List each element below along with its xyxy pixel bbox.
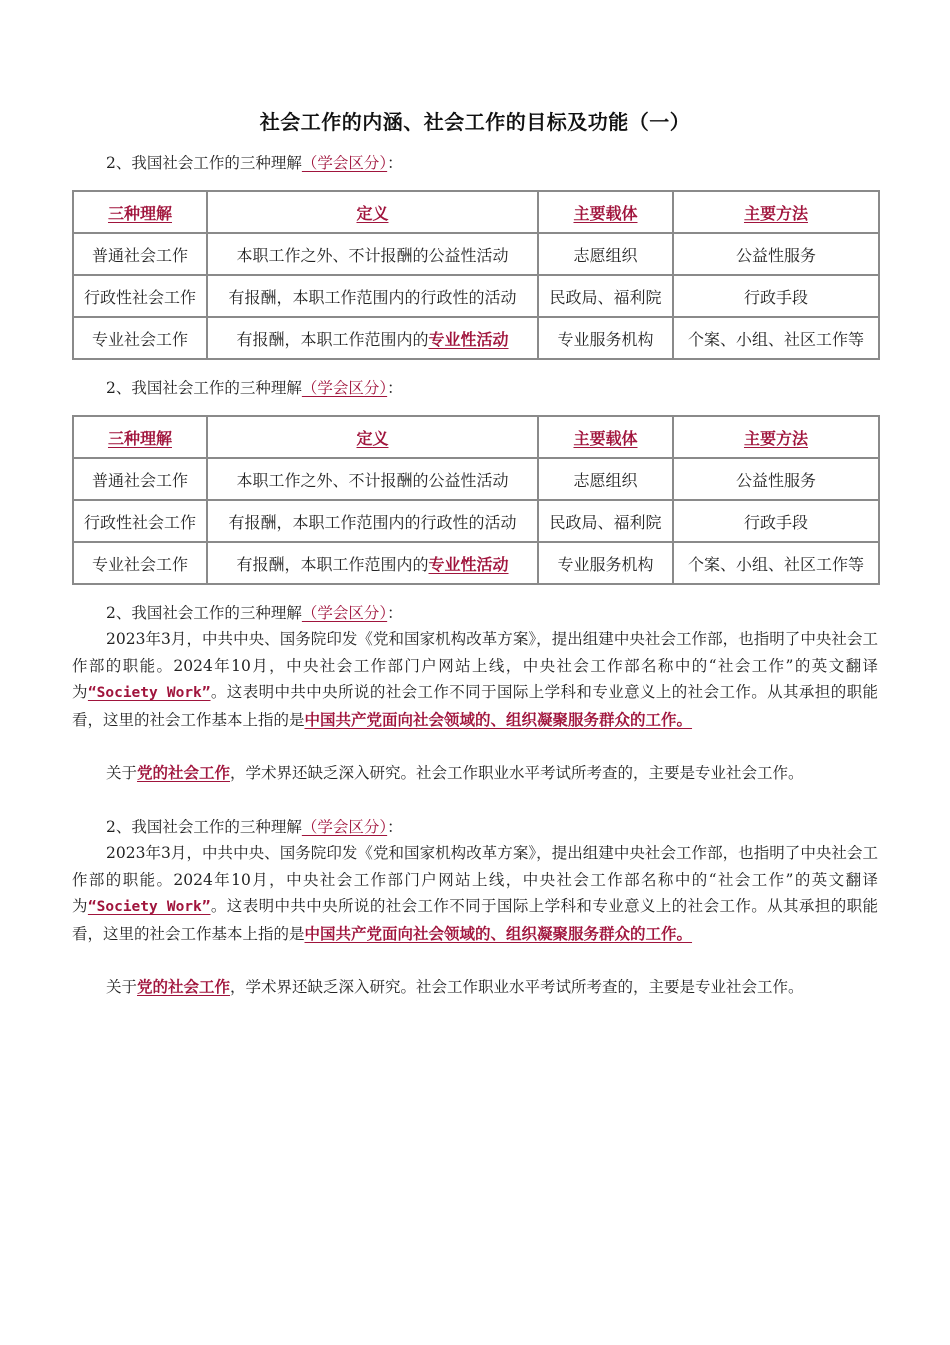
table-cell-definition: [207, 317, 538, 359]
table-cell-type: 普通社会工作: [73, 233, 207, 275]
comparison-table: [72, 190, 880, 360]
table-cell-type: 专业社会工作: [73, 542, 207, 584]
definition-highlight: 专业性活动: [428, 554, 509, 574]
table-header-row: [73, 416, 879, 458]
table-cell-type: 普通社会工作: [73, 458, 207, 500]
definition-text: 有报酬，本职工作范围内的: [236, 554, 429, 574]
section-heading-text: 2、我国社会工作的三种理解: [106, 379, 302, 397]
table-row: [73, 500, 879, 542]
section-heading-text: 2、我国社会工作的三种理解: [106, 154, 302, 172]
paragraph-text: 。这表明中共中央所说的社会工作不同于国际上学科和专业意义上的社会工作。从其承担的职能看，这里的社会工作基本上指的是: [72, 683, 878, 729]
section-heading: [72, 600, 912, 626]
table-cell-definition: [207, 275, 538, 317]
paragraph-text: 。这表明中共中央所说的社会工作不同于国际上学科和专业意义上的社会工作。从其承担的职能看，这里的社会工作基本上指的是: [72, 897, 878, 943]
table-cell-type: 行政性社会工作: [73, 500, 207, 542]
table-cell-method: 个案、小组、社区工作等: [673, 317, 879, 359]
table-header-cell: 三种理解: [73, 416, 207, 458]
paragraph-highlight: “Society Work”: [87, 685, 211, 701]
section-heading-text: 2、我国社会工作的三种理解: [106, 604, 302, 622]
section-heading-suffix: ：: [387, 154, 403, 172]
table-cell-carrier: 志愿组织: [538, 233, 673, 275]
body-paragraph: [72, 760, 878, 787]
table-cell-method: 个案、小组、社区工作等: [673, 542, 879, 584]
section-heading-highlight: （学会区分）: [301, 154, 388, 172]
table-header-cell: 三种理解: [73, 191, 207, 233]
paragraph-text: 关于: [106, 764, 138, 782]
definition-text: 有报酬，本职工作范围内的: [236, 329, 429, 349]
body-paragraph: [72, 840, 878, 947]
section-heading: [72, 814, 912, 840]
table-cell-carrier: 专业服务机构: [538, 542, 673, 584]
comparison-table: [72, 415, 880, 585]
section-heading-highlight: （学会区分）: [301, 818, 388, 836]
paragraph-highlight: 党的社会工作: [137, 977, 231, 996]
table-row: [73, 542, 879, 584]
section-heading: [72, 375, 912, 401]
table-header-cell: 主要方法: [673, 416, 879, 458]
definition-text: 有报酬，本职工作范围内的行政性的活动: [228, 287, 517, 307]
section-heading-suffix: ：: [387, 604, 403, 622]
definition-text: 本职工作之外、不计报酬的公益性活动: [236, 245, 509, 265]
section-heading-suffix: ：: [387, 818, 403, 836]
definition-text: 有报酬，本职工作范围内的行政性的活动: [228, 512, 517, 532]
paragraph-highlight: 中国共产党面向社会领域的、组织凝聚服务群众的工作。: [304, 923, 693, 943]
paragraph-text: 2023年3月，中共中央、国务院印发《党和国家机构改革方案》，提出组建中央社会工作部，也指明了中央社会工作部的职能。2024年10月，中央社会工作部门户网站上线，中央社会工作部名称中的“社会工作”的英文翻译为: [72, 630, 878, 701]
definition-highlight: 专业性活动: [428, 329, 509, 349]
table-row: [73, 275, 879, 317]
paragraph-text: ，学术界还缺乏深入研究。社会工作职业水平考试所考查的，主要是专业社会工作。: [230, 978, 804, 996]
section-heading-highlight: （学会区分）: [301, 604, 388, 622]
section-heading-text: 2、我国社会工作的三种理解: [106, 818, 302, 836]
paragraph-highlight: 中国共产党面向社会领域的、组织凝聚服务群众的工作。: [304, 709, 693, 729]
table-cell-method: 公益性服务: [673, 233, 879, 275]
table-header-cell: 主要方法: [673, 191, 879, 233]
section-heading-suffix: ：: [387, 379, 403, 397]
paragraph-highlight: “Society Work”: [87, 899, 211, 915]
body-paragraph: [72, 626, 878, 733]
table-cell-definition: [207, 233, 538, 275]
table-cell-carrier: 民政局、福利院: [538, 500, 673, 542]
table-cell-carrier: 民政局、福利院: [538, 275, 673, 317]
table-cell-carrier: 专业服务机构: [538, 317, 673, 359]
table-header-cell: 主要载体: [538, 416, 673, 458]
table-row: [73, 458, 879, 500]
table-header-cell: 定义: [207, 416, 538, 458]
section-heading: [72, 150, 912, 176]
section-heading-highlight: （学会区分）: [301, 379, 388, 397]
table-cell-definition: [207, 542, 538, 584]
paragraph-text: 关于: [106, 978, 138, 996]
table-header-row: [73, 191, 879, 233]
table-header-cell: 主要载体: [538, 191, 673, 233]
table-cell-method: 公益性服务: [673, 458, 879, 500]
table-cell-carrier: 志愿组织: [538, 458, 673, 500]
table-cell-type: 行政性社会工作: [73, 275, 207, 317]
paragraph-text: ，学术界还缺乏深入研究。社会工作职业水平考试所考查的，主要是专业社会工作。: [230, 764, 804, 782]
page-title: 社会工作的内涵、社会工作的目标及功能（一）: [259, 110, 691, 134]
table-cell-method: 行政手段: [673, 500, 879, 542]
table-row: [73, 317, 879, 359]
table-cell-method: 行政手段: [673, 275, 879, 317]
definition-text: 本职工作之外、不计报酬的公益性活动: [236, 470, 509, 490]
table-cell-definition: [207, 458, 538, 500]
paragraph-highlight: 党的社会工作: [137, 763, 231, 782]
table-row: [73, 233, 879, 275]
table-header-cell: 定义: [207, 191, 538, 233]
body-paragraph: [72, 974, 878, 1001]
table-cell-definition: [207, 500, 538, 542]
paragraph-text: 2023年3月，中共中央、国务院印发《党和国家机构改革方案》，提出组建中央社会工作部，也指明了中央社会工作部的职能。2024年10月，中央社会工作部门户网站上线，中央社会工作部名称中的“社会工作”的英文翻译为: [72, 844, 878, 915]
table-cell-type: 专业社会工作: [73, 317, 207, 359]
